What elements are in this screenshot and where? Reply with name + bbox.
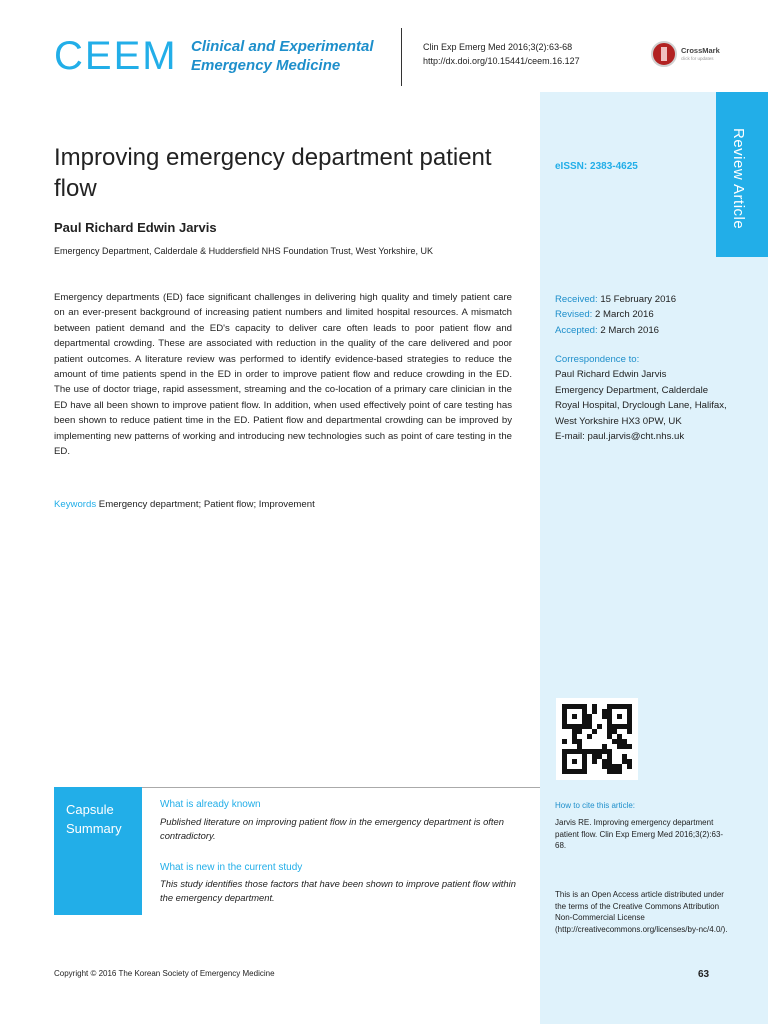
article-type-label: Review Article xyxy=(730,128,747,230)
crossmark-sublabel: click for updates xyxy=(681,56,714,61)
article-title: Improving emergency department patient flow xyxy=(54,144,492,202)
capsule-title: Capsule Summary xyxy=(66,802,122,836)
correspondence-email[interactable]: E-mail: paul.jarvis@cht.nhs.uk xyxy=(555,431,685,443)
journal-citation: Clin Exp Emerg Med 2016;3(2):63-68 http://dx.doi.org/10.15441/ceem.16.127 xyxy=(423,42,580,66)
eissn: eISSN: 2383-4625 xyxy=(555,161,638,172)
author-affiliation: Emergency Department, Calderdale & Huddersfield NHS Foundation Trust, West Yorkshire, UK xyxy=(54,246,434,256)
abstract: Emergency departments (ED) face significant challenges in delivering high quality and timely patient care on an ever-present background of increasing patient numbers and limited hospital resources. A mismatch between patient demand and the ED's capacity to deliver care often leads to poor patient flow and departmental crowding. These are associated with reduction in the quality of the care delivered and poor patient outcomes. A literature review was performed to identify evidence-based strategies to reduce the amount of time patients spend in the ED in order to improve patient flow and reduce crowding in the ED. The use of doctor triage, rapid assessment, streaming and the co-location of a primary care clinician in the ED have all been shown to improve patient flow. In addition, when used effectively point of care testing has been shown to reduce patient time in the ED. Patient flow and departmental crowding can be improved by implementing new patterns of working and introducing new technologies such as point of care testing in the ED. xyxy=(54,292,512,458)
article-dates: Received: 15 February 2016 Revised: 2 March 2016 Accepted: 2 March 2016 xyxy=(555,294,677,336)
keywords-list: Emergency department; Patient flow; Improvement xyxy=(98,499,315,510)
capsule-new-text: This study identifies those factors that have been shown to improve patient flow within the emergency department. xyxy=(160,878,516,903)
crossmark-icon[interactable] xyxy=(651,41,677,67)
page-number: 63 xyxy=(698,969,710,980)
correspondence: Correspondence to: Paul Richard Edwin Jarvis Emergency Department, Calderdale Royal Hospital, Dryclough Lane, Halifax, West Yorkshire HX3 0PW, UK E-mail: paul.jarvis@cht.nhs.uk xyxy=(555,352,727,444)
cite-label: How to cite this article: xyxy=(555,801,636,810)
keywords-label: Keywords xyxy=(54,499,97,510)
qr-code-icon[interactable] xyxy=(556,698,638,780)
crossmark-label[interactable]: CrossMark xyxy=(681,46,720,55)
keywords xyxy=(54,499,315,510)
qr-code-pattern xyxy=(562,704,632,774)
capsule-known-text: Published literature on improving patient flow in the emergency department is often contradictory. xyxy=(160,816,504,841)
cite-text: Jarvis RE. Improving emergency department patient flow. Clin Exp Emerg Med 2016;3(2):63-68. xyxy=(555,818,724,850)
journal-logo xyxy=(54,34,178,79)
capsule-new-heading: What is new in the current study xyxy=(160,862,303,873)
header-divider xyxy=(401,28,402,86)
copyright: Copyright © 2016 The Korean Society of Emergency Medicine xyxy=(54,969,275,978)
doi-link[interactable]: http://dx.doi.org/10.15441/ceem.16.127 xyxy=(423,56,580,66)
journal-name: Clinical and Experimental Emergency Medicine xyxy=(191,38,374,74)
license-text: This is an Open Access article distributed under the terms of the Creative Commons Attribution Non-Commercial License (http://creativecommons.org/licenses/by-nc/4.0/). xyxy=(555,890,728,934)
logo-mark: CEEM xyxy=(54,34,178,78)
capsule-known-heading: What is already known xyxy=(160,799,261,810)
author-name: Paul Richard Edwin Jarvis xyxy=(54,220,217,235)
article-type-tab xyxy=(716,92,768,257)
